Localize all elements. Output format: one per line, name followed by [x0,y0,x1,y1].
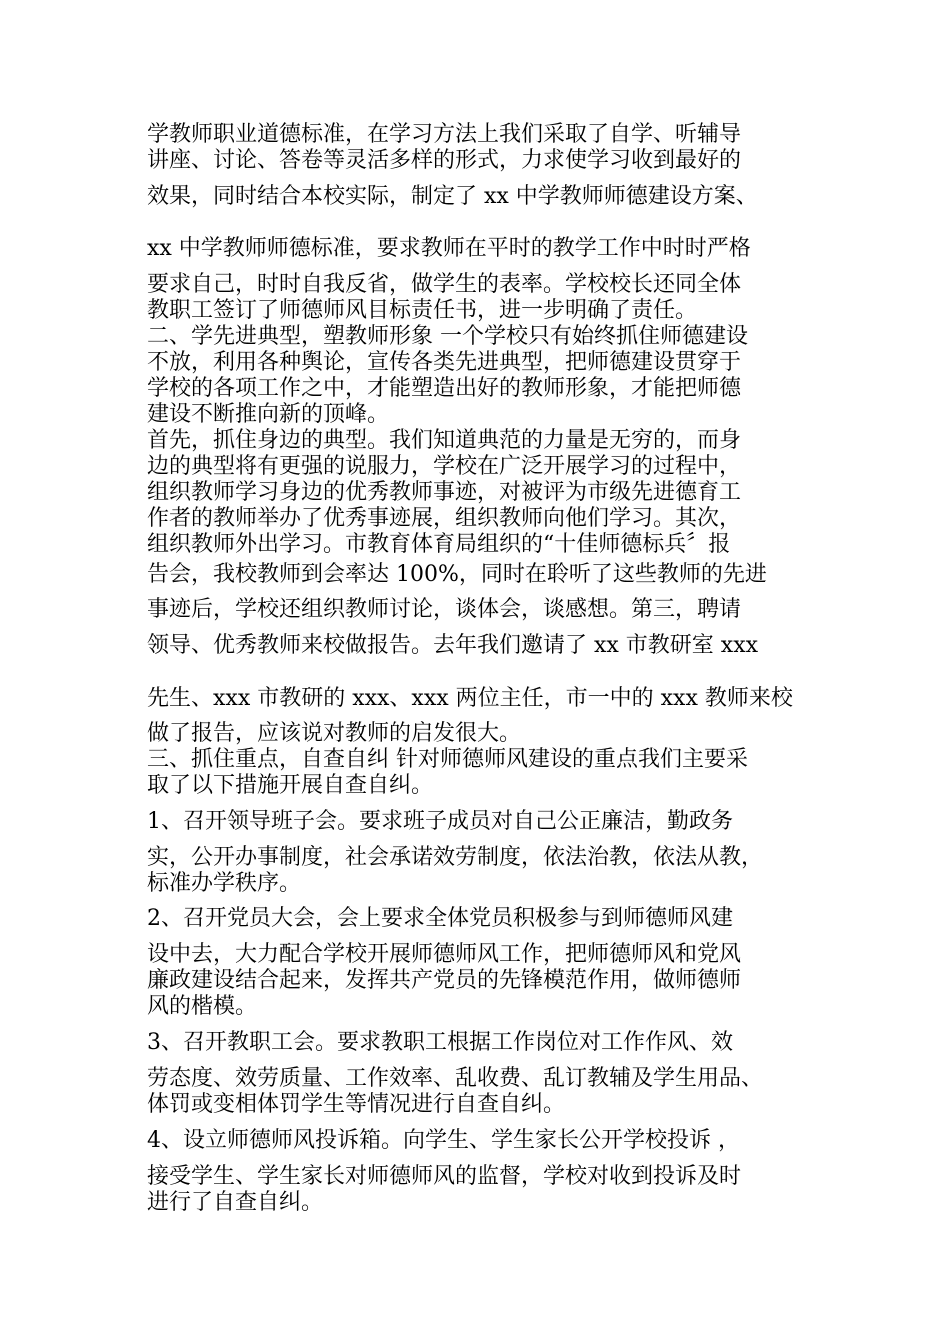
text-line: 要求自己，时时自我反省，做学生的表率。学校校长还同全体 [147,272,742,297]
text-line: 廉政建设结合起来，发挥共产党员的先锋模范作用，做师德师 [147,968,742,993]
text-line: 4、设立师德师风投诉箱。向学生、学生家长公开学校投诉 ， [147,1128,740,1153]
text-line: xx 中学教师师德标准，要求教师在平时的教学工作中时时严格 [147,236,751,261]
text-line: 领导、优秀教师来校做报告。去年我们邀请了 xx 市教研室 xxx [147,633,759,658]
text-line: 组织教师学习身边的优秀教师事迹，对被评为市级先进德育工 [147,480,742,505]
text-line: 3、召开教职工会。要求教职工根据工作岗位对工作作风、效 [147,1030,733,1055]
text-line: 作者的教师举办了优秀事迹展，组织教师向他们学习。其次， [147,506,742,531]
text-line: 做了报告，应该说对教师的启发很大。 [147,721,522,746]
text-line: 效果，同时结合本校实际，制定了 xx 中学教师师德建设方案、 [147,184,758,209]
text-line: 接受学生、学生家长对师德师风的监督，学校对收到投诉及时 [147,1164,742,1189]
text-line: 三、抓住重点，自查自纠 针对师德师风建设的重点我们主要采 [147,747,748,772]
text-line: 首先，抓住身边的典型。我们知道典范的力量是无穷的，而身 [147,428,742,453]
text-line: 实，公开办事制度，社会承诺效劳制度，依法治教，依法从教， [147,845,764,870]
text-line: 标准办学秩序。 [147,871,302,896]
text-line: 1、召开领导班子会。要求班子成员对自己公正廉洁，勤政务 [147,809,733,834]
text-line: 边的典型将有更强的说服力，学校在广泛开展学习的过程中， [147,454,742,479]
text-line: 进行了自查自纠。 [147,1190,324,1215]
text-line: 风的楷模。 [147,994,258,1019]
text-line: 讲座、讨论、答卷等灵活多样的形式，力求使学习收到最好的 [147,148,742,173]
text-line: 学校的各项工作之中，才能塑造出好的教师形象，才能把师德 [147,376,742,401]
text-line: 组织教师外出学习。市教育体育局组织的“十佳师德标兵〞报 [147,532,731,557]
text-line: 二、学先进典型，塑教师形象 一个学校只有始终抓住师德建设 [147,324,748,349]
text-line: 先生、xxx 市教研的 xxx、xxx 两位主任，市一中的 xxx 教师来校 [147,686,793,711]
text-line: 告会，我校教师到会率达 100%，同时在聆听了这些教师的先进 [147,562,767,587]
text-line: 取了以下措施开展自查自纠。 [147,773,434,798]
text-line: 劳态度、效劳质量、工作效率、乱收费、乱订教辅及学生用品、 [147,1066,764,1091]
text-line: 事迹后，学校还组织教师讨论，谈体会，谈感想。第三，聘请 [147,597,742,622]
text-line: 教职工签订了师德师风目标责任书，进一步明确了责任。 [147,298,698,323]
text-line: 学教师职业道德标准，在学习方法上我们采取了自学、听辅导 [147,122,742,147]
text-line: 建设不断推向新的顶峰。 [147,402,390,427]
text-line: 设中去，大力配合学校开展师德师风工作，把师德师风和党风 [147,942,742,967]
text-line: 不放，利用各种舆论，宣传各类先进典型，把师德建设贯穿于 [147,350,742,375]
text-line: 体罚或变相体罚学生等情况进行自查自纠。 [147,1092,566,1117]
text-line: 2、召开党员大会，会上要求全体党员积极参与到师德师风建 [147,906,733,931]
